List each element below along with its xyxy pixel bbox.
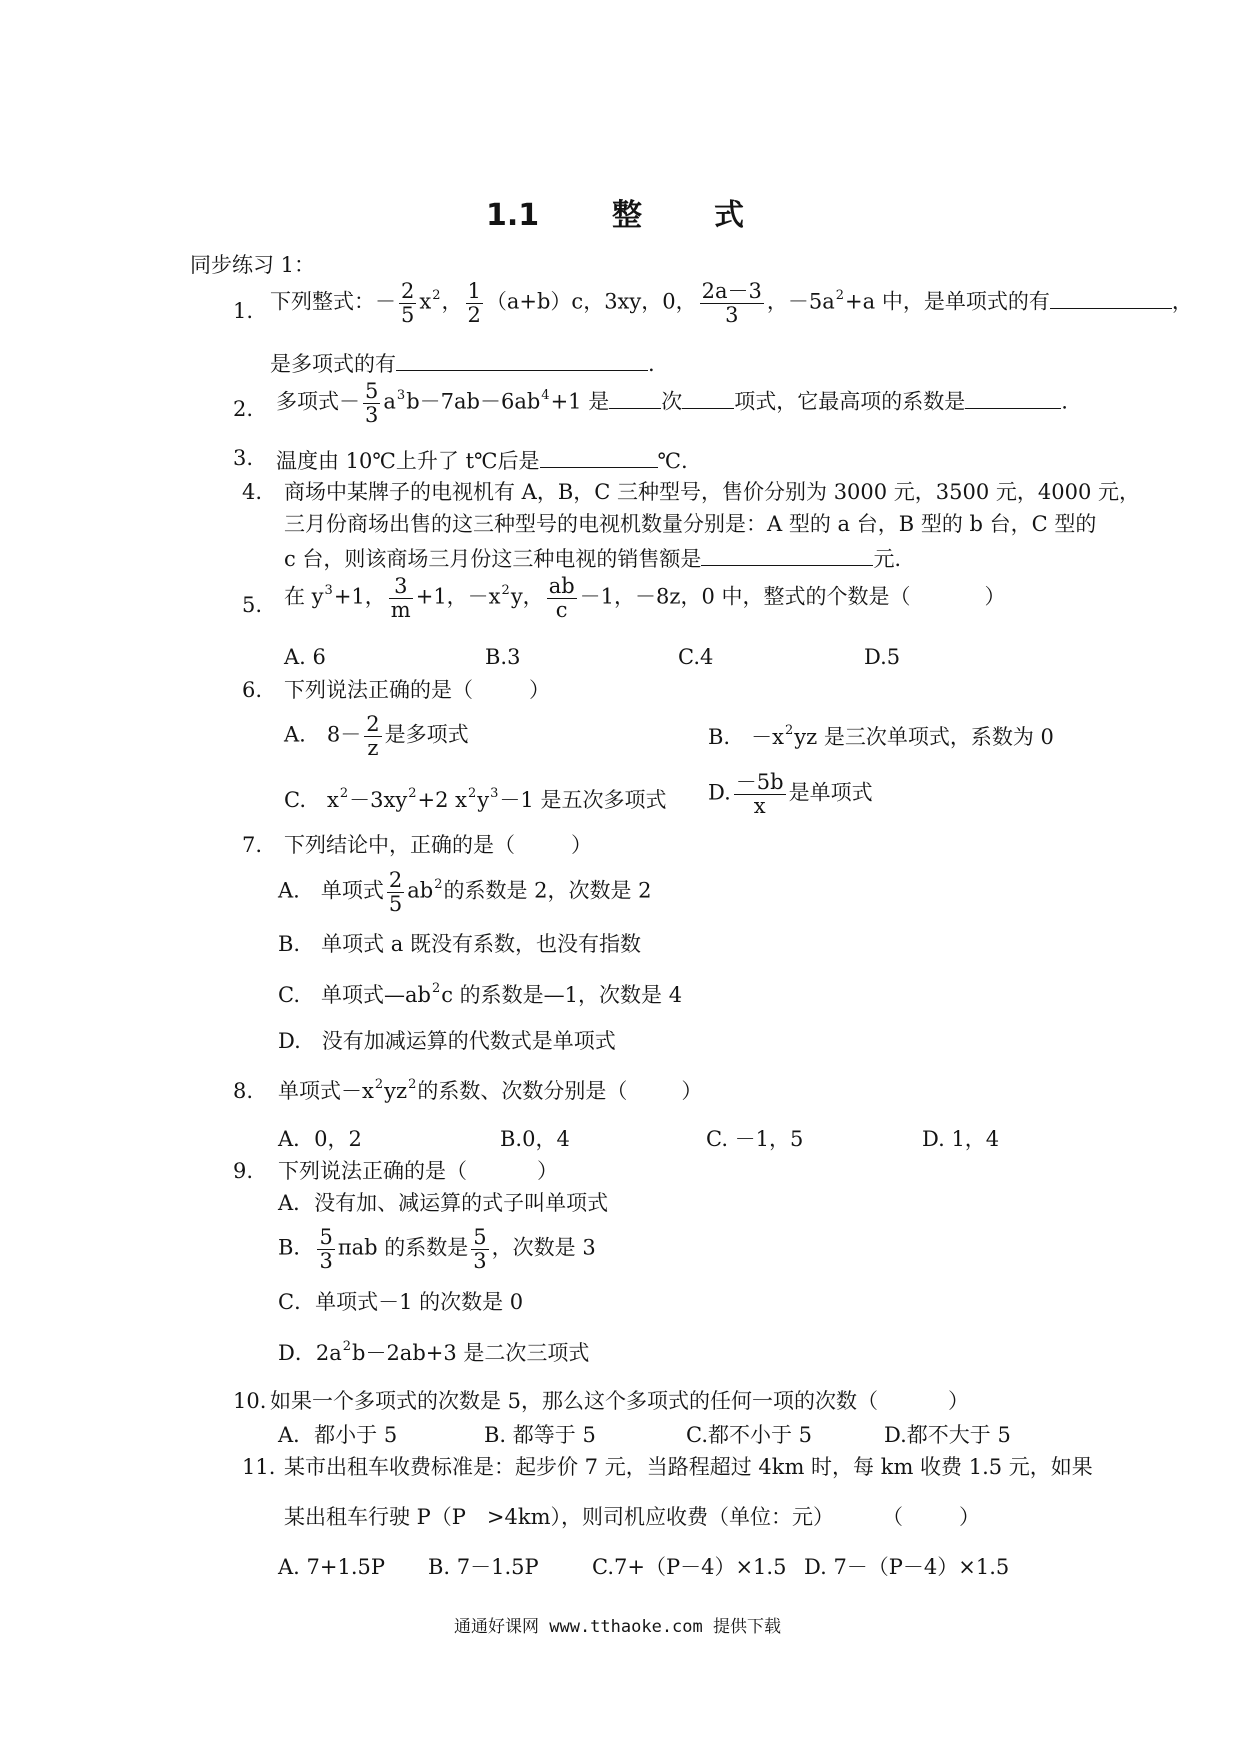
q6-option-a[interactable]: A. 8－ $\frac{2}{z}$ 是多项式 (284, 712, 469, 760)
q3-number: 3. (233, 446, 254, 470)
q3-line: 温度由 10℃上升了 t℃后是 ℃. (276, 448, 688, 473)
q11-option-c[interactable]: C.7+（P－4）×1.5 (592, 1555, 787, 1579)
q11-option-d[interactable]: D. 7－（P－4）×1.5 (804, 1555, 1010, 1579)
q1-fraction-2: $\frac{1}{2}$ (467, 279, 481, 327)
q7-option-d[interactable]: D. 没有加减运算的代数式是单项式 (278, 1029, 616, 1053)
q4-line1: 商场中某牌子的电视机有 A，B，C 三种型号，售价分别为 3000 元，3500 元，4000 元， (284, 480, 1141, 504)
q6-option-a-fraction: $\frac{2}{z}$ (366, 712, 380, 760)
q9-option-d[interactable]: D．$2a^2b-2ab+3$ 是二次三项式 (278, 1339, 590, 1365)
q5-fraction-1: $\frac{3}{m}$ (390, 574, 411, 622)
q1-answer-blank-1[interactable] (1050, 289, 1172, 309)
q8-option-b[interactable]: B.0，4 (500, 1127, 570, 1151)
q9-option-b[interactable]: B． $\frac{5}{3}$ πab 的系数是 $\frac{5}{3}$ ，次数是 3 (278, 1225, 596, 1273)
q2-line: 多项式－ $\frac{5}{3}$ $a^3b-7ab-6ab^4+1$ 是 次 项式，它最高项的系数是 . (276, 379, 1068, 427)
q5-line: 在 $y^3+1$， $\frac{3}{m}$ +1，$-x^2y$， $\frac{ab}{c}$ －1，－8z，0 中，整式的个数是（ ） (284, 574, 1006, 622)
q8-number: 8. (233, 1079, 254, 1103)
q4-number: 4. (242, 480, 263, 504)
q8-option-c[interactable]: C. －1，5 (706, 1127, 804, 1151)
q5-option-c[interactable]: C.4 (678, 645, 714, 669)
q5-number: 5. (242, 593, 263, 617)
q2-fraction: $\frac{5}{3}$ (365, 379, 379, 427)
q1-fraction-1: $\frac{2}{5}$ (401, 279, 415, 327)
q9-option-b-fraction-2: $\frac{5}{3}$ (473, 1225, 487, 1273)
q9-option-a[interactable]: A．没有加、减运算的式子叫单项式 (278, 1191, 609, 1215)
q6-option-d-fraction: $\frac{-5b}{x}$ (735, 770, 784, 818)
q6-option-d[interactable]: D. $\frac{-5b}{x}$ 是单项式 (708, 770, 873, 818)
q9-option-c[interactable]: C．单项式－1 的次数是 0 (278, 1290, 524, 1314)
q11-line2: 某出租车行驶 P（P >4km），则司机应收费（单位：元） （ ） (284, 1505, 981, 1529)
q5-option-a[interactable]: A. 6 (284, 645, 326, 669)
q10-number: 10. (233, 1389, 267, 1413)
q4-line3: c 台，则该商场三月份这三种电视的销售额是 元. (284, 546, 902, 571)
q2-number: 2. (233, 397, 254, 421)
q9-number: 9. (233, 1159, 254, 1183)
q1-fraction-3: $\frac{2a-3}{3}$ (701, 279, 762, 327)
q7-option-b[interactable]: B. 单项式 a 既没有系数，也没有指数 (278, 932, 641, 956)
q7-stem: 下列结论中，正确的是（ ） (284, 833, 592, 857)
q9-option-b-fraction-1: $\frac{5}{3}$ (319, 1225, 333, 1273)
q1-answer-blank-2[interactable] (396, 351, 648, 371)
q11-line1: 某市出租车收费标准是：起步价 7 元，当路程超过 4km 时，每 km 收费 1.5 元，如果 (284, 1455, 1093, 1479)
q3-answer-blank[interactable] (540, 448, 658, 468)
q1-line1: 下列整式：－ $\frac{2}{5}$ $x^2$， $\frac{1}{2}$ （a+b）c，3xy，0， $\frac{2a-3}{3}$ ，$-5a^2+a$ 中，是单项式的有 ， (270, 279, 1193, 327)
q4-answer-blank[interactable] (701, 546, 873, 566)
q8-option-d[interactable]: D. 1，4 (922, 1127, 1000, 1151)
q6-number: 6. (242, 678, 263, 702)
q8-stem: 单项式$-x^2yz^2$的系数、次数分别是（ ） (278, 1077, 703, 1103)
q4-line2: 三月份商场出售的这三种型号的电视机数量分别是：A 型的 a 台，B 型的 b 台，C 型的 (284, 512, 1097, 536)
title-char-1: 整 (612, 198, 642, 233)
q7-option-c[interactable]: C. 单项式$—ab^2c$ 的系数是—1，次数是 4 (278, 981, 683, 1007)
q6-option-c[interactable]: C. $x^2-3xy^2+2$ $x^2y^3-1$ 是五次多项式 (284, 786, 667, 812)
q10-option-c[interactable]: C.都不小于 5 (686, 1423, 813, 1447)
q2-answer-blank-3[interactable] (965, 389, 1061, 409)
q10-option-d[interactable]: D.都不大于 5 (884, 1423, 1011, 1447)
title-char-2: 式 (714, 198, 744, 233)
q10-stem: 如果一个多项式的次数是 5，那么这个多项式的任何一项的次数（ ） (270, 1389, 970, 1413)
section-label: 同步练习 1： (190, 253, 316, 277)
q10-option-a[interactable]: A．都小于 5 (278, 1423, 398, 1447)
q10-option-b[interactable]: B. 都等于 5 (484, 1423, 596, 1447)
q2-answer-blank-1[interactable] (609, 389, 661, 409)
q11-option-a[interactable]: A. 7+1.5P (278, 1555, 385, 1579)
q9-stem: 下列说法正确的是（ ） (278, 1159, 558, 1183)
footer-source: 通通好课网 www.tthaoke.com 提供下载 (454, 1617, 781, 1637)
q7-option-a[interactable]: A. 单项式 $\frac{2}{5}$ $ab^2$的系数是 2，次数是 2 (278, 868, 652, 916)
q7-option-a-fraction: $\frac{2}{5}$ (388, 868, 403, 916)
q6-option-b[interactable]: B. $-x^2yz$ 是三次单项式，系数为 0 (708, 723, 1054, 749)
q5-option-d[interactable]: D.5 (864, 645, 901, 669)
q11-option-b[interactable]: B. 7－1.5P (428, 1555, 539, 1579)
q7-number: 7. (242, 833, 263, 857)
q5-option-b[interactable]: B.3 (485, 645, 521, 669)
q6-stem: 下列说法正确的是（ ） (284, 678, 550, 702)
q2-answer-blank-2[interactable] (682, 389, 734, 409)
q8-option-a[interactable]: A．0，2 (278, 1127, 362, 1151)
q1-line2: 是多项式的有 . (270, 351, 655, 376)
q11-number: 11. (242, 1455, 276, 1479)
q1-number: 1. (233, 299, 254, 323)
title-number: 1.1 (486, 198, 540, 233)
q5-fraction-2: $\frac{ab}{c}$ (548, 574, 575, 622)
